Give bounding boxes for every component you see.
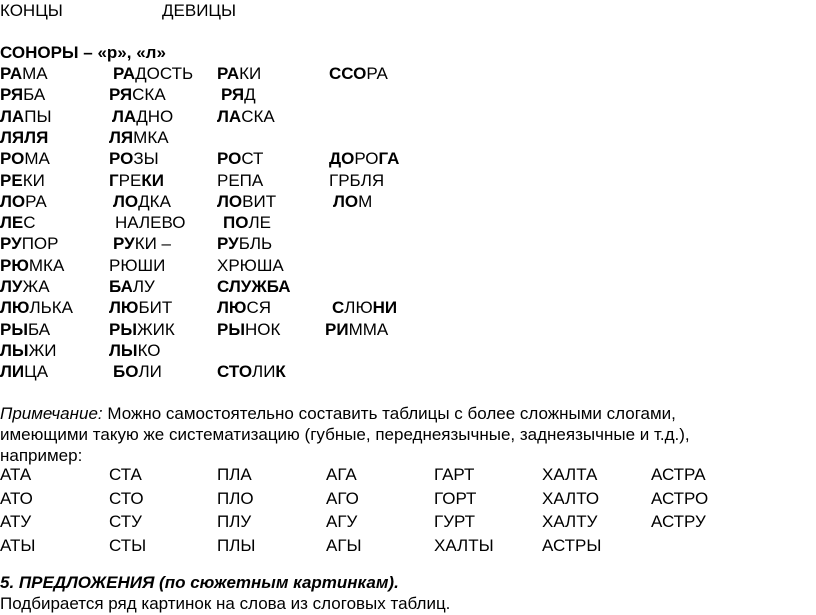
syllable-bold-part: СЛУЖБА — [217, 277, 291, 296]
example-syllable: АТЫ — [0, 535, 36, 555]
syllable-word — [113, 191, 171, 213]
syllable-bold-part: РИ — [325, 319, 349, 339]
syllable-plain-part: СКА — [241, 106, 275, 126]
syllable-bold-part: ЛЕ — [0, 213, 24, 233]
syllable-word — [217, 170, 263, 192]
syllable-plain-part: БЛЬ — [238, 234, 273, 254]
section5-title: 5. ПРЕДЛОЖЕНИЯ (по сюжетным картинкам). — [0, 573, 399, 592]
syllable-plain-part: ЖИ — [28, 340, 57, 360]
note-paragraph — [0, 403, 812, 466]
syllable-plain-part: РА — [25, 191, 47, 211]
syllable-bold-part: ЛУ — [0, 277, 23, 296]
syllable-bold-part: ДО — [329, 149, 355, 169]
syllable-bold-part: ЛО — [0, 191, 26, 211]
example-syllable: ХАЛТА — [542, 465, 598, 484]
syllable-bold-part: РЕ — [0, 170, 23, 190]
note-line-2: имеющими такую же систематизацию (губные, переднеязычные, заднеязычные и т.д.), — [0, 425, 690, 444]
syllable-word — [329, 170, 384, 192]
example-syllable: ХАЛТО — [542, 488, 600, 508]
syllable-plain-part: Д — [244, 85, 256, 105]
syllable-plain-part: СЯ — [246, 298, 272, 318]
note-line-3: например: — [0, 446, 83, 465]
example-syllable: ГАРТ — [434, 465, 475, 484]
syllable-bold-part: РЫ — [0, 319, 28, 339]
syllable-word — [109, 297, 172, 319]
syllable-word — [217, 191, 276, 213]
syllable-word — [0, 106, 52, 128]
example-syllable: АТУ — [0, 512, 32, 531]
syllable-word — [109, 84, 166, 106]
syllable-word — [109, 319, 175, 341]
syllable-word — [325, 319, 388, 341]
syllable-word — [217, 233, 272, 255]
syllable-plain-part: МКА — [133, 127, 169, 147]
syllable-plain-part: ЖА — [22, 277, 50, 296]
syllable-plain-part: ЗЫ — [133, 149, 159, 169]
example-syllable: СТЫ — [109, 535, 147, 555]
syllable-bold-part: С — [332, 298, 345, 318]
example-syllable: СТО — [109, 488, 144, 508]
syllable-bold-part: РА — [217, 64, 240, 83]
syllable-word — [221, 84, 256, 106]
syllable-bold-part: РЫ — [217, 319, 245, 339]
syllable-plain-part: ПОР — [21, 234, 59, 254]
example-syllable: СТА — [109, 465, 142, 484]
syllable-word — [217, 319, 280, 341]
syllable-bold-part: РУ — [113, 234, 135, 254]
syllable-word — [0, 170, 45, 192]
syllable-word — [217, 255, 284, 277]
syllable-plain-part: РЕ — [118, 170, 142, 190]
syllable-plain-part: КИ — [239, 64, 262, 83]
syllable-word — [0, 191, 47, 213]
syllable-plain-part: С — [23, 213, 36, 233]
syllable-bold-part: РЫ — [109, 319, 137, 339]
syllable-plain-part: СТ — [241, 149, 264, 169]
syllable-word — [113, 63, 193, 85]
syllable-bold-part: РЮ — [0, 255, 29, 275]
example-syllable: АГО — [326, 488, 359, 508]
syllable-bold-part: К — [275, 362, 286, 382]
syllable-plain-part: КИ – — [134, 234, 172, 254]
syllable-bold-part: ЛА — [0, 106, 25, 126]
example-syllable: АГА — [326, 465, 357, 484]
section5-text: Подбирается ряд картинок на слова из слоговых таблиц. — [0, 594, 451, 613]
syllable-plain-part: НАЛЕВО — [115, 213, 186, 233]
syllable-plain-part: ДНО — [136, 106, 174, 126]
syllable-plain-part: МА — [22, 64, 48, 83]
syllable-plain-part: ЛИ — [138, 362, 162, 382]
syllable-plain-part: ГРБЛЯ — [329, 170, 385, 190]
syllable-bold-part: ЛА — [217, 106, 242, 126]
syllable-word — [0, 297, 73, 319]
syllable-plain-part: СКА — [132, 85, 166, 105]
syllable-word — [0, 255, 64, 277]
syllable-word — [109, 255, 165, 277]
syllable-word — [329, 148, 399, 170]
syllable-plain-part: КИ — [22, 170, 45, 190]
syllable-plain-part: М — [358, 191, 373, 211]
syllable-plain-part: ЛЕ — [248, 213, 271, 233]
example-syllable: АСТРА — [651, 465, 706, 484]
syllable-bold-part: ЛЫ — [109, 340, 138, 360]
syllable-word — [115, 212, 185, 234]
syllable-plain-part: ЖИК — [136, 319, 175, 339]
syllable-word — [217, 361, 286, 383]
syllable-plain-part: ДКА — [138, 191, 171, 211]
syllable-word — [217, 297, 271, 319]
syllable-word — [109, 276, 155, 298]
syllable-plain-part: РА — [366, 64, 388, 83]
syllable-word — [217, 148, 263, 170]
example-syllable: ПЛО — [217, 488, 254, 508]
syllable-word — [113, 233, 171, 255]
syllable-word — [0, 340, 57, 362]
syllable-bold-part: РЯ — [109, 85, 133, 105]
syllable-bold-part: ЛЮ — [0, 298, 30, 318]
example-syllable: АСТРО — [651, 488, 709, 508]
syllable-plain-part: ММА — [348, 319, 389, 339]
syllable-word — [333, 191, 372, 213]
syllable-word — [329, 63, 388, 85]
example-syllable: АТА — [0, 465, 32, 484]
note-text-1: Можно самостоятельно составить таблицы с более сложными слогами, — [102, 404, 676, 423]
syllable-word — [0, 233, 58, 255]
example-syllable: АГУ — [326, 512, 358, 531]
syllable-plain-part: ВИТ — [242, 191, 277, 211]
syllable-word — [0, 212, 36, 234]
example-syllable: ХАЛТУ — [542, 512, 598, 531]
syllable-word — [0, 84, 45, 106]
syllable-plain-part: ДОСТЬ — [135, 64, 194, 83]
syllable-bold-part: РО — [109, 149, 134, 169]
syllable-bold-part: Г — [109, 170, 119, 190]
example-syllable: ХАЛТЫ — [434, 535, 494, 555]
syllable-word — [0, 276, 50, 298]
syllable-plain-part: ПЫ — [24, 106, 52, 126]
syllable-bold-part: РУ — [217, 234, 239, 254]
syllable-bold-part: БО — [113, 362, 139, 382]
syllable-plain-part: БА — [27, 319, 51, 339]
syllable-word — [223, 212, 271, 234]
syllable-bold-part: ЛО — [333, 191, 359, 211]
example-syllable: ГОРТ — [434, 488, 477, 508]
syllable-word — [109, 170, 164, 192]
syllable-plain-part: ЛУ — [132, 277, 155, 296]
example-syllable: ПЛЫ — [217, 535, 256, 555]
syllable-word — [0, 319, 50, 341]
syllable-word — [109, 148, 159, 170]
syllable-word — [0, 63, 48, 85]
syllable-word — [0, 127, 48, 149]
syllable-bold-part: РЯ — [221, 85, 245, 105]
syllable-bold-part: ЛЮ — [109, 298, 139, 318]
header-word-right: ДЕВИЦЫ — [162, 1, 237, 20]
syllable-bold-part: ЛЮ — [217, 298, 247, 318]
syllable-bold-part: РЯ — [0, 85, 24, 105]
syllable-word — [113, 361, 162, 383]
syllable-word — [217, 63, 261, 85]
syllable-plain-part: ХРЮША — [217, 255, 284, 275]
syllable-word — [109, 127, 169, 149]
syllable-bold-part: ПО — [223, 213, 249, 233]
syllable-bold-part: РУ — [0, 234, 22, 254]
syllable-bold-part: ГА — [378, 149, 400, 169]
syllable-plain-part: БИТ — [138, 298, 173, 318]
syllable-plain-part: ЦА — [24, 362, 49, 382]
syllable-bold-part: СТО — [217, 362, 253, 382]
example-syllable: АСТРЫ — [542, 535, 602, 555]
sonors-title: СОНОРЫ – «р», «л» — [0, 43, 166, 62]
syllable-bold-part: ЛА — [112, 106, 137, 126]
example-syllable: ПЛУ — [217, 512, 252, 531]
syllable-bold-part: ССО — [329, 64, 367, 83]
syllable-bold-part: НИ — [372, 298, 398, 318]
syllable-bold-part: РА — [0, 64, 23, 83]
syllable-bold-part: КИ — [141, 170, 164, 190]
syllable-plain-part: БА — [23, 85, 46, 105]
example-syllable: АСТРУ — [651, 512, 706, 531]
syllable-plain-part: НОК — [244, 319, 281, 339]
note-line-1 — [0, 403, 812, 424]
syllable-plain-part: КО — [137, 340, 161, 360]
syllable-bold-part: БА — [109, 277, 133, 296]
syllable-plain-part: МКА — [28, 255, 65, 275]
example-syllable: АГЫ — [326, 535, 362, 555]
example-syllable: ГУРТ — [434, 512, 475, 531]
syllable-bold-part: ЛИ — [0, 362, 25, 382]
syllable-bold-part: РО — [0, 149, 25, 169]
syllable-bold-part: ЛЯЛЯ — [0, 127, 49, 147]
syllable-plain-part: ЛЮ — [344, 298, 373, 318]
note-label: Примечание: — [0, 404, 103, 423]
syllable-bold-part: РА — [113, 64, 136, 83]
syllable-word — [109, 340, 161, 362]
syllable-bold-part: ЛО — [113, 191, 139, 211]
syllable-bold-part: ЛЫ — [0, 340, 29, 360]
syllable-plain-part: ЛИ — [252, 362, 276, 382]
syllable-word — [217, 276, 291, 298]
syllable-word — [112, 106, 173, 128]
example-syllable: ПЛА — [217, 465, 252, 484]
example-syllable: СТУ — [109, 512, 142, 531]
syllable-word — [0, 148, 50, 170]
syllable-plain-part: РЕПА — [217, 170, 264, 190]
syllable-plain-part: РО — [354, 149, 379, 169]
syllable-word — [0, 361, 48, 383]
header-word-left: КОНЦЫ — [0, 1, 63, 20]
syllable-bold-part: ЛО — [217, 191, 243, 211]
example-syllable: АТО — [0, 488, 33, 508]
syllable-bold-part: РО — [217, 149, 242, 169]
syllable-word — [217, 106, 275, 128]
syllable-word — [332, 297, 397, 319]
syllable-plain-part: РЮШИ — [109, 255, 166, 275]
syllable-bold-part: ЛЯ — [109, 127, 134, 147]
syllable-plain-part: МА — [24, 149, 50, 169]
syllable-plain-part: ЛЬКА — [29, 298, 74, 318]
